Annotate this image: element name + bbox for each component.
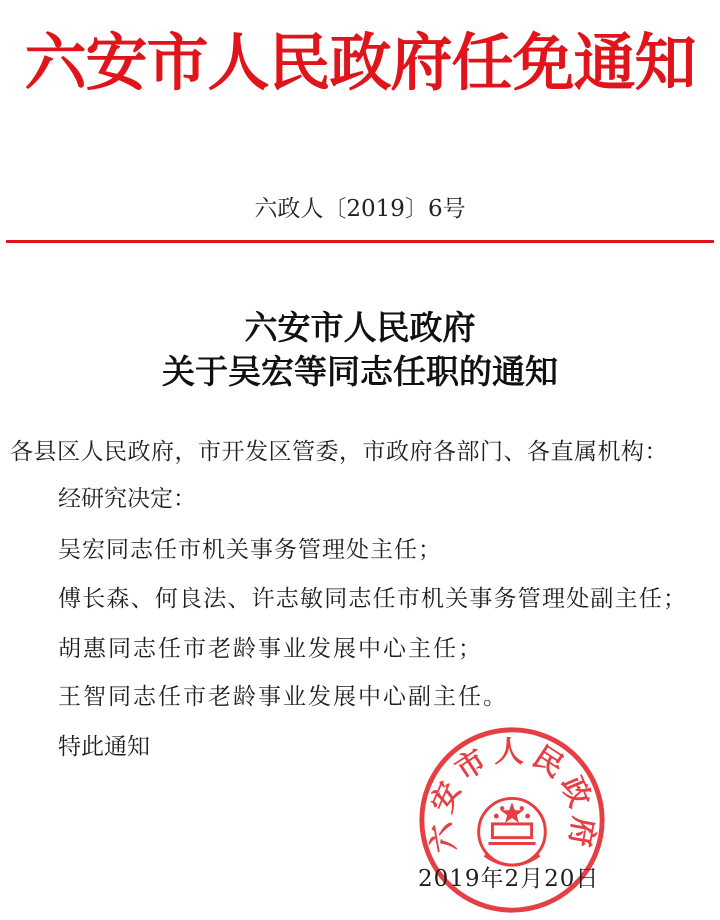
issue-date: 2019年2月20日 xyxy=(418,866,600,892)
red-divider-line xyxy=(6,240,714,243)
masthead-title: 六安市人民政府任免通知 xyxy=(24,26,696,99)
body-paragraph: 吴宏同志任市机关事务管理处主任； xyxy=(58,537,442,563)
closing-line: 特此通知 xyxy=(58,734,150,760)
body-paragraph: 傅长森、何良法、许志敏同志任市机关事务管理处副主任； xyxy=(58,586,688,612)
body-paragraph: 经研究决定： xyxy=(58,486,196,512)
body-paragraph: 王智同志任市老龄事业发展中心副主任。 xyxy=(58,684,508,710)
notice-title-line-2: 关于吴宏等同志任职的通知 xyxy=(162,352,558,391)
body-paragraph: 胡惠同志任市老龄事业发展中心主任； xyxy=(58,636,483,662)
seal-text-path: 六安市人民政府 xyxy=(421,733,603,856)
emblem-stars-icon xyxy=(494,802,530,823)
notice-title-line-1: 六安市人民政府 xyxy=(244,308,476,347)
addressee-line: 各县区人民政府，市开发区管委，市政府各部门、各直属机构： xyxy=(10,439,668,465)
document-number: 六政人〔2019〕6号 xyxy=(254,196,466,222)
